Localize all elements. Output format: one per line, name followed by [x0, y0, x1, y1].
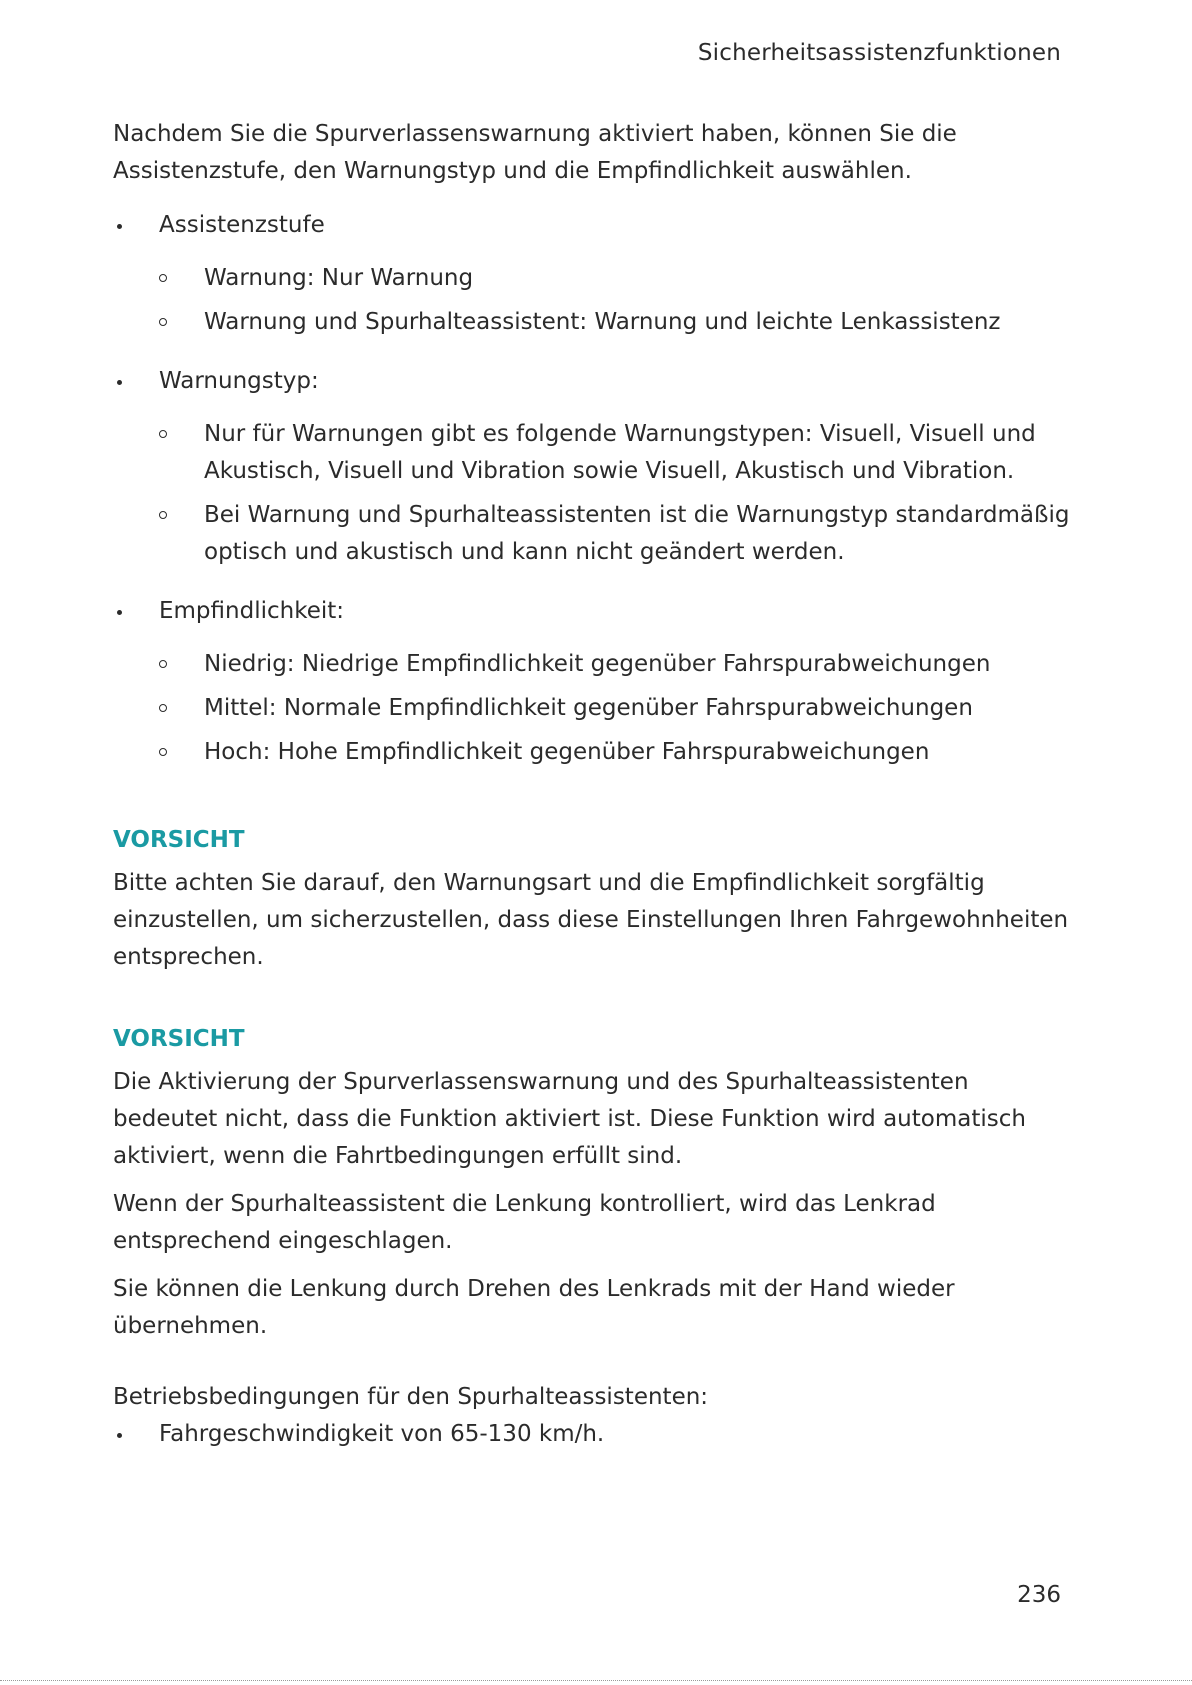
- list-item-assistenzstufe: [113, 207, 1073, 341]
- caution-paragraph: Die Aktivierung der Spurverlassenswarnung und des Spurhalteassistenten bedeutet nicht, dass die Funktion aktiviert ist. Diese Funktion wird automatisch aktiviert, wenn die Fahrtbedingungen erfüllt sind.: [113, 1069, 1026, 1169]
- sub-list: [159, 260, 1073, 341]
- sub-list-item: Hoch: Hohe Empfindlichkeit gegenüber Fahrspurabweichungen: [159, 734, 1073, 771]
- list-item: Fahrgeschwindigkeit von 65-130 km/h.: [113, 1416, 1073, 1453]
- conditions-heading: Betriebsbedingungen für den Spurhalteassistenten:: [113, 1384, 709, 1410]
- list-item-warnungstyp: [113, 363, 1073, 571]
- intro-paragraph: Nachdem Sie die Spurverlassenswarnung aktiviert haben, können Sie die Assistenzstufe, den Warnungstyp und die Empfindlichkeit auswählen.: [113, 121, 957, 184]
- settings-list: [113, 207, 1073, 771]
- caution-paragraph: Wenn der Spurhalteassistent die Lenkung kontrolliert, wird das Lenkrad entsprechend eingeschlagen.: [113, 1191, 936, 1254]
- sub-list-item: Warnung und Spurhalteassistent: Warnung und leichte Lenkassistenz: [159, 304, 1073, 341]
- list-item-label: Empfindlichkeit:: [159, 598, 345, 624]
- sub-list-item: Niedrig: Niedrige Empfindlichkeit gegenüber Fahrspurabweichungen: [159, 646, 1073, 683]
- sub-list-item: Nur für Warnungen gibt es folgende Warnungstypen: Visuell, Visuell und Akustisch, Visuell und Vibration sowie Visuell, Akustisch und Vibration.: [159, 416, 1073, 490]
- sub-list-item: Bei Warnung und Spurhalteassistenten ist die Warnungstyp standardmäßig optisch und akustisch und kann nicht geändert werden.: [159, 497, 1073, 571]
- list-item-label: Assistenzstufe: [159, 212, 325, 238]
- bottom-divider: [0, 1680, 1192, 1681]
- list-item-empfindlichkeit: [113, 593, 1073, 771]
- conditions-list: [113, 1416, 1073, 1453]
- page-content: [113, 116, 1073, 1475]
- caution-heading: VORSICHT: [113, 1026, 245, 1052]
- page-number: 236: [1017, 1582, 1061, 1608]
- running-header: Sicherheitsassistenzfunktionen: [697, 40, 1061, 66]
- sub-list-item: Warnung: Nur Warnung: [159, 260, 1073, 297]
- sub-list-item: Mittel: Normale Empfindlichkeit gegenüber Fahrspurabweichungen: [159, 690, 1073, 727]
- caution-heading: VORSICHT: [113, 827, 245, 853]
- caution-text: Bitte achten Sie darauf, den Warnungsart und die Empfindlichkeit sorgfältig einzustellen, um sicherzustellen, dass diese Einstellungen Ihren Fahrgewohnheiten entsprechen.: [113, 870, 1069, 970]
- sub-list: [159, 646, 1073, 771]
- caution-paragraph: Sie können die Lenkung durch Drehen des Lenkrads mit der Hand wieder übernehmen.: [113, 1276, 955, 1339]
- list-item-label: Warnungstyp:: [159, 368, 319, 394]
- sub-list: [159, 416, 1073, 571]
